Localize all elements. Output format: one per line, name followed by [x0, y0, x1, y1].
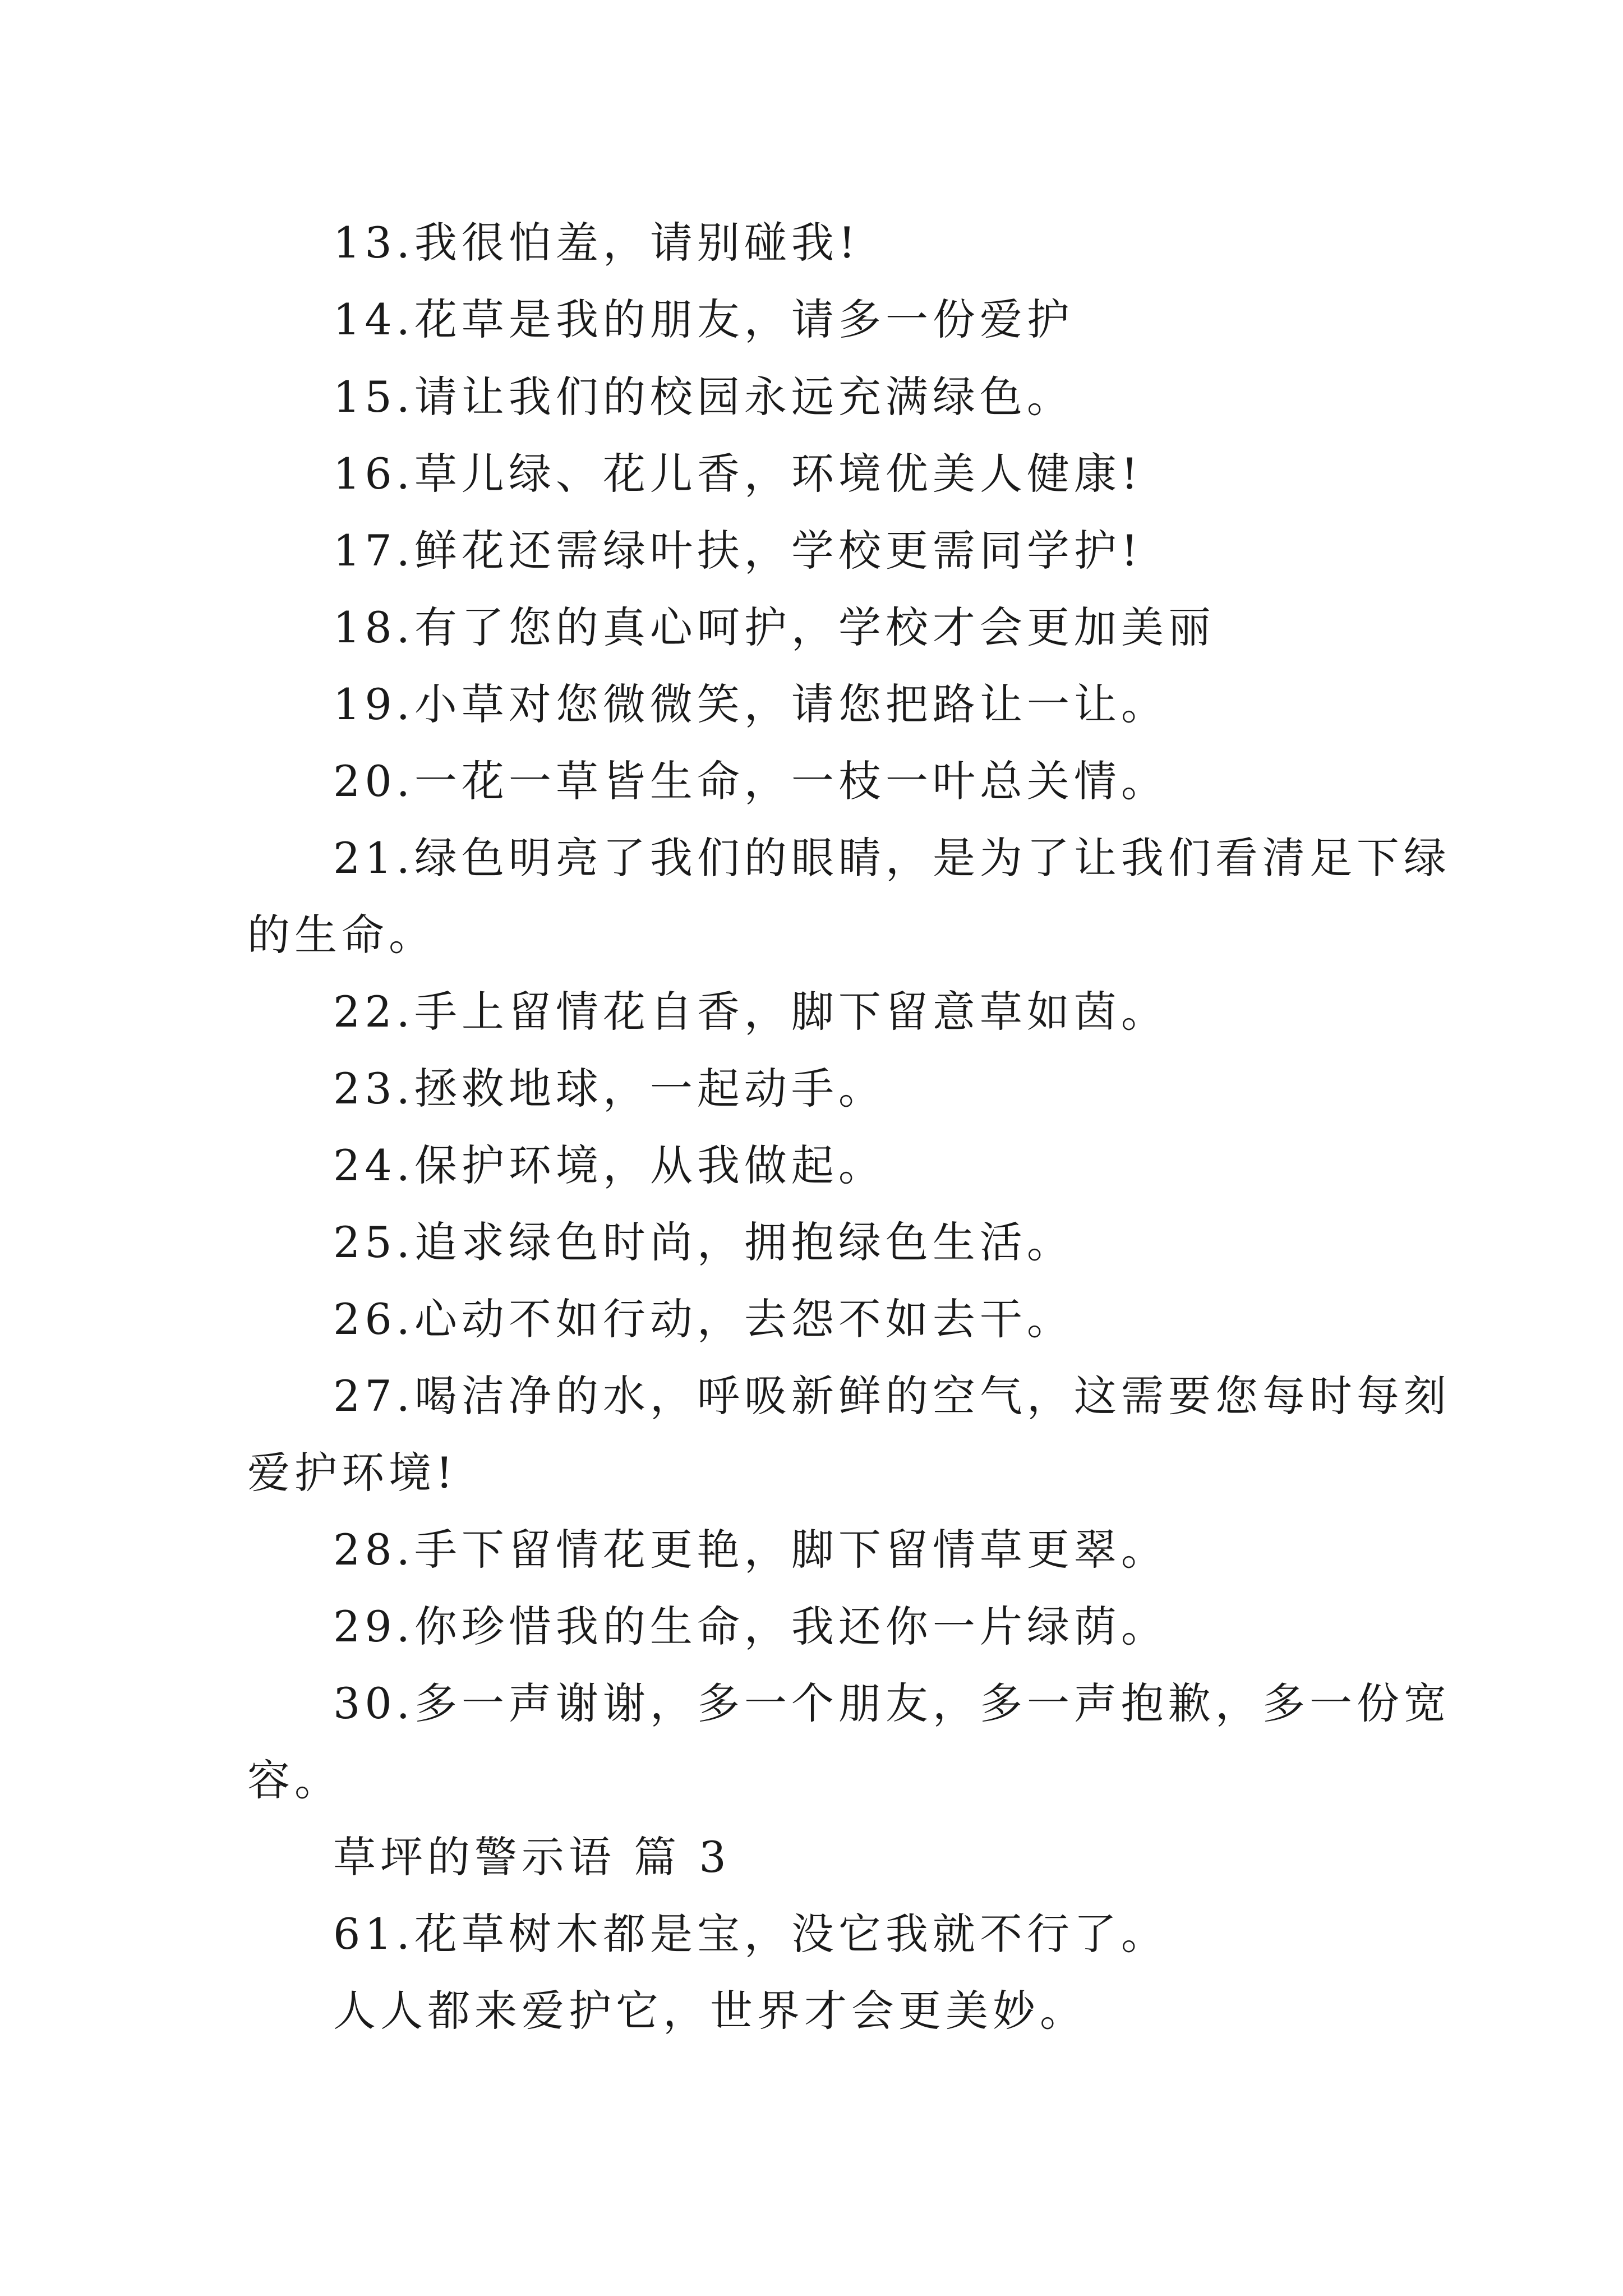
text-line: 21.绿色明亮了我们的眼睛，是为了让我们看清足下绿: [333, 833, 1451, 883]
text-line: 16.草儿绿、花儿香，环境优美人健康!: [333, 449, 1143, 499]
text-line-continuation: 容。: [247, 1755, 342, 1805]
text-line-continuation: 爱护环境!: [247, 1448, 458, 1498]
text-line: 24.保护环境，从我做起。: [333, 1140, 886, 1190]
text-line: 22.手上留情花自香，脚下留意草如茵。: [333, 987, 1168, 1037]
text-line-continuation: 的生命。: [247, 910, 436, 960]
text-line: 27.喝洁净的水，呼吸新鲜的空气，这需要您每时每刻: [333, 1371, 1451, 1421]
text-line: 23.拯救地球，一起动手。: [333, 1064, 886, 1114]
text-line: 19.小草对您微微笑，请您把路让一让。: [333, 679, 1168, 729]
text-line: 17.鲜花还需绿叶扶，学校更需同学护!: [333, 526, 1143, 576]
text-line: 15.请让我们的校园永远充满绿色。: [333, 372, 1074, 422]
text-line: 13.我很怕羞，请别碰我!: [333, 218, 860, 268]
text-line: 25.追求绿色时尚，拥抱绿色生活。: [333, 1217, 1074, 1267]
section-heading: 草坪的警示语 篇 3: [333, 1832, 731, 1882]
text-line: 30.多一声谢谢，多一个朋友，多一声抱歉，多一份宽: [333, 1678, 1451, 1728]
text-line: 14.花草是我的朋友，请多一份爱护: [333, 295, 1074, 344]
text-line: 18.有了您的真心呵护，学校才会更加美丽: [333, 602, 1215, 652]
text-line: 29.你珍惜我的生命，我还你一片绿荫。: [333, 1602, 1168, 1651]
text-line: 20.一花一草皆生命，一枝一叶总关情。: [333, 756, 1168, 806]
text-line: 61.花草树木都是宝，没它我就不行了。: [333, 1909, 1168, 1959]
text-line: 26.心动不如行动，去怨不如去干。: [333, 1294, 1074, 1344]
text-line: 人人都来爱护它，世界才会更美妙。: [333, 1986, 1087, 2036]
text-line: 28.手下留情花更艳，脚下留情草更翠。: [333, 1525, 1168, 1575]
